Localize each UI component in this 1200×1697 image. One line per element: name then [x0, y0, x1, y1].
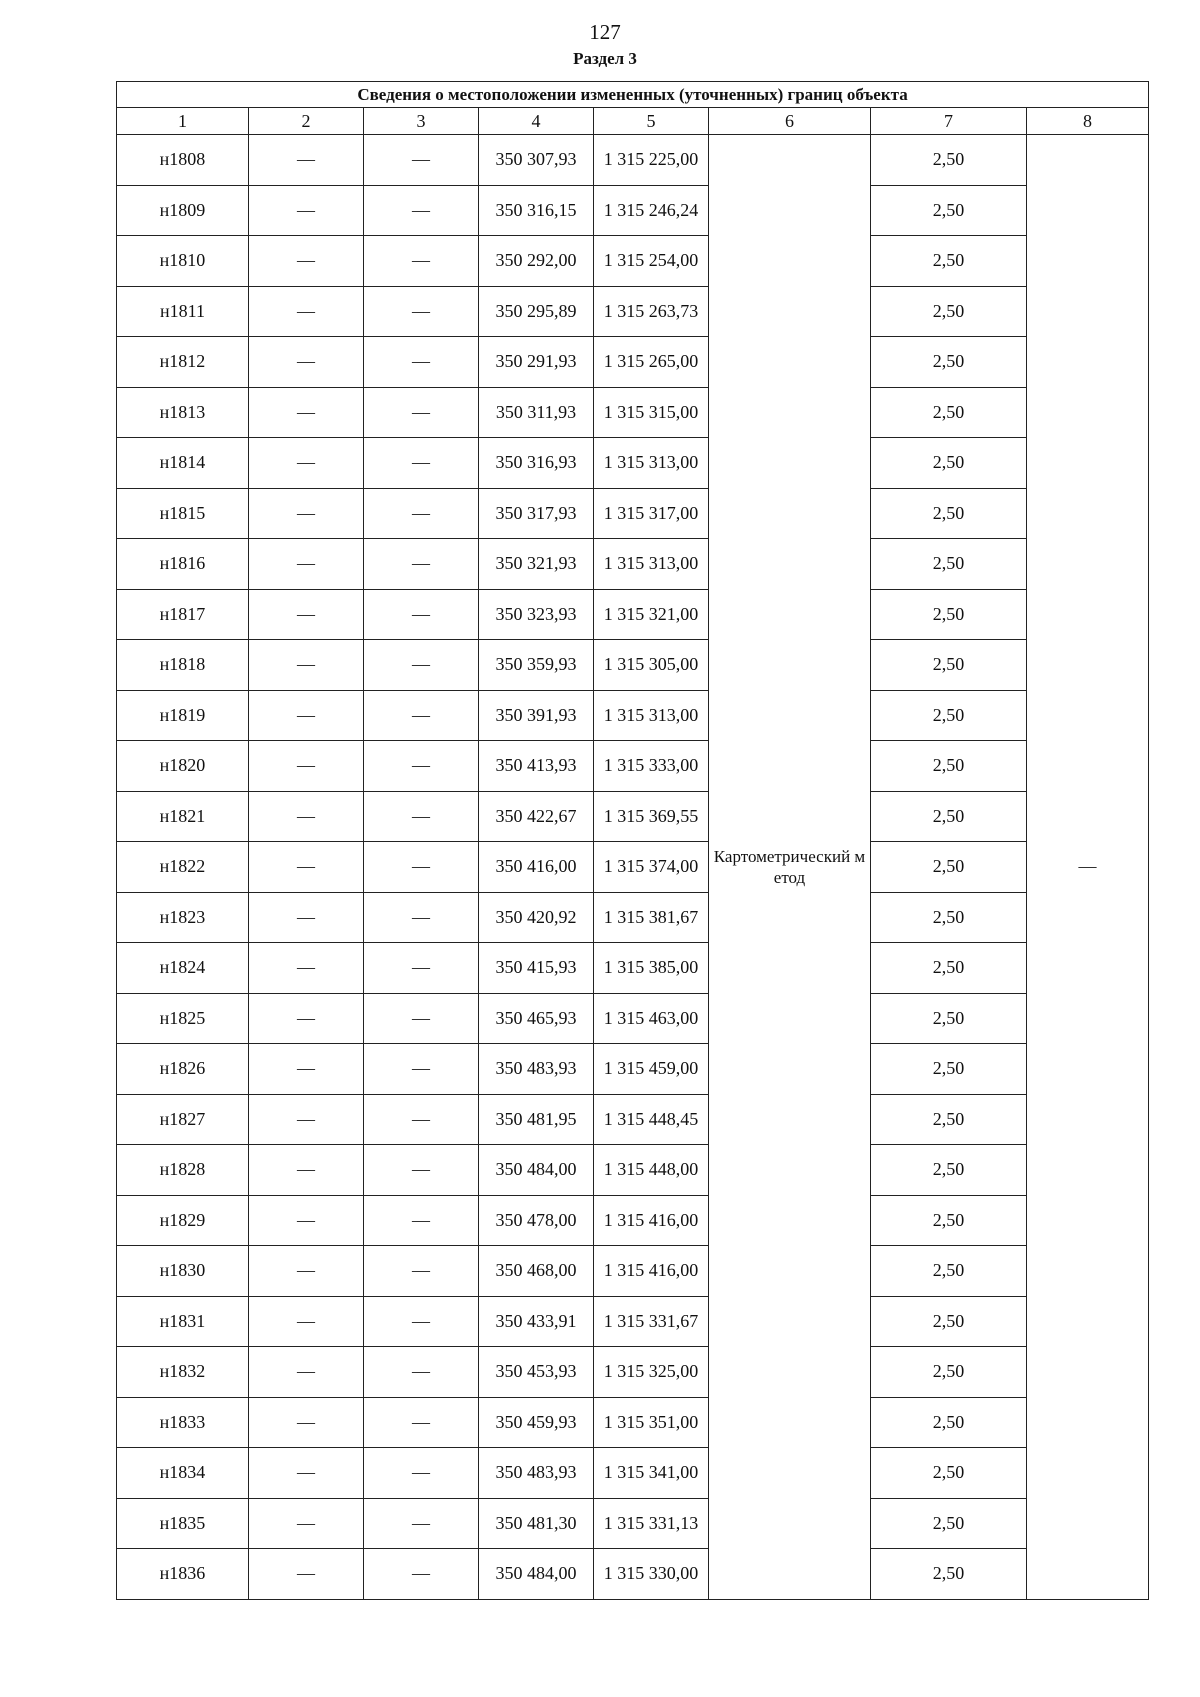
precision-cell: 2,50 [871, 943, 1027, 994]
precision-cell: 2,50 [871, 337, 1027, 388]
point-number-cell: н1819 [117, 690, 249, 741]
table-row [117, 1044, 1149, 1095]
y-coordinate-cell: 1 315 341,00 [594, 1448, 709, 1499]
point-number-cell: н1813 [117, 387, 249, 438]
x-coordinate-cell: 350 316,93 [479, 438, 594, 489]
table-body [117, 135, 1149, 1600]
x-coordinate-cell: 350 323,93 [479, 589, 594, 640]
column-3-cell: — [364, 1448, 479, 1499]
column-2-cell: — [249, 690, 364, 741]
column-3-cell: — [364, 993, 479, 1044]
column-2-cell: — [249, 1195, 364, 1246]
x-coordinate-cell: 350 422,67 [479, 791, 594, 842]
precision-cell: 2,50 [871, 1145, 1027, 1196]
x-coordinate-cell: 350 359,93 [479, 640, 594, 691]
x-coordinate-cell: 350 478,00 [479, 1195, 594, 1246]
column-3-cell: — [364, 842, 479, 893]
y-coordinate-cell: 1 315 331,13 [594, 1498, 709, 1549]
y-coordinate-cell: 1 315 351,00 [594, 1397, 709, 1448]
column-3-cell: — [364, 791, 479, 842]
point-number-cell: н1825 [117, 993, 249, 1044]
precision-cell: 2,50 [871, 791, 1027, 842]
column-3-cell: — [364, 1246, 479, 1297]
column-3-cell: — [364, 1195, 479, 1246]
column-header: 7 [871, 108, 1027, 135]
column-2-cell: — [249, 539, 364, 590]
table-row [117, 135, 1149, 186]
table-row [117, 741, 1149, 792]
precision-cell: 2,50 [871, 993, 1027, 1044]
y-coordinate-cell: 1 315 381,67 [594, 892, 709, 943]
column-header: 2 [249, 108, 364, 135]
x-coordinate-cell: 350 416,00 [479, 842, 594, 893]
point-number-cell: н1829 [117, 1195, 249, 1246]
y-coordinate-cell: 1 315 369,55 [594, 791, 709, 842]
y-coordinate-cell: 1 315 321,00 [594, 589, 709, 640]
precision-cell: 2,50 [871, 690, 1027, 741]
column-2-cell: — [249, 741, 364, 792]
column-3-cell: — [364, 741, 479, 792]
x-coordinate-cell: 350 292,00 [479, 236, 594, 287]
column-2-cell: — [249, 1448, 364, 1499]
x-coordinate-cell: 350 481,95 [479, 1094, 594, 1145]
precision-cell: 2,50 [871, 1397, 1027, 1448]
column-3-cell: — [364, 539, 479, 590]
point-number-cell: н1820 [117, 741, 249, 792]
column-8-cell: — [1027, 135, 1149, 1600]
column-2-cell: — [249, 1145, 364, 1196]
y-coordinate-cell: 1 315 313,00 [594, 539, 709, 590]
column-header: 6 [709, 108, 871, 135]
y-coordinate-cell: 1 315 416,00 [594, 1246, 709, 1297]
precision-cell: 2,50 [871, 1498, 1027, 1549]
column-3-cell: — [364, 1347, 479, 1398]
y-coordinate-cell: 1 315 330,00 [594, 1549, 709, 1600]
column-3-cell: — [364, 1397, 479, 1448]
y-coordinate-cell: 1 315 459,00 [594, 1044, 709, 1095]
column-2-cell: — [249, 640, 364, 691]
precision-cell: 2,50 [871, 185, 1027, 236]
table-row [117, 539, 1149, 590]
table-row [117, 1195, 1149, 1246]
point-number-cell: н1821 [117, 791, 249, 842]
column-3-cell: — [364, 640, 479, 691]
point-number-cell: н1811 [117, 286, 249, 337]
precision-cell: 2,50 [871, 1448, 1027, 1499]
table-row [117, 488, 1149, 539]
column-3-cell: — [364, 135, 479, 186]
table-row [117, 1397, 1149, 1448]
x-coordinate-cell: 350 483,93 [479, 1448, 594, 1499]
x-coordinate-cell: 350 295,89 [479, 286, 594, 337]
column-2-cell: — [249, 892, 364, 943]
column-3-cell: — [364, 943, 479, 994]
precision-cell: 2,50 [871, 1347, 1027, 1398]
column-2-cell: — [249, 791, 364, 842]
column-2-cell: — [249, 1044, 364, 1095]
column-2-cell: — [249, 943, 364, 994]
table-row [117, 791, 1149, 842]
x-coordinate-cell: 350 420,92 [479, 892, 594, 943]
column-2-cell: — [249, 589, 364, 640]
column-2-cell: — [249, 1347, 364, 1398]
column-2-cell: — [249, 1094, 364, 1145]
point-number-cell: н1830 [117, 1246, 249, 1297]
x-coordinate-cell: 350 413,93 [479, 741, 594, 792]
table-row [117, 1094, 1149, 1145]
column-2-cell: — [249, 1397, 364, 1448]
x-coordinate-cell: 350 465,93 [479, 993, 594, 1044]
precision-cell: 2,50 [871, 1044, 1027, 1095]
precision-cell: 2,50 [871, 640, 1027, 691]
point-number-cell: н1833 [117, 1397, 249, 1448]
precision-cell: 2,50 [871, 236, 1027, 287]
column-header: 3 [364, 108, 479, 135]
determination-method-cell: Картометрический метод [709, 135, 871, 1600]
point-number-cell: н1818 [117, 640, 249, 691]
table-row [117, 1549, 1149, 1600]
column-3-cell: — [364, 589, 479, 640]
y-coordinate-cell: 1 315 317,00 [594, 488, 709, 539]
column-3-cell: — [364, 1498, 479, 1549]
column-3-cell: — [364, 337, 479, 388]
point-number-cell: н1812 [117, 337, 249, 388]
point-number-cell: н1828 [117, 1145, 249, 1196]
column-2-cell: — [249, 1498, 364, 1549]
x-coordinate-cell: 350 481,30 [479, 1498, 594, 1549]
column-2-cell: — [249, 993, 364, 1044]
column-3-cell: — [364, 286, 479, 337]
table-row [117, 337, 1149, 388]
point-number-cell: н1836 [117, 1549, 249, 1600]
y-coordinate-cell: 1 315 463,00 [594, 993, 709, 1044]
y-coordinate-cell: 1 315 385,00 [594, 943, 709, 994]
table-row [117, 438, 1149, 489]
column-2-cell: — [249, 1246, 364, 1297]
y-coordinate-cell: 1 315 265,00 [594, 337, 709, 388]
y-coordinate-cell: 1 315 333,00 [594, 741, 709, 792]
y-coordinate-cell: 1 315 313,00 [594, 690, 709, 741]
boundary-coordinates-table [116, 81, 1149, 1600]
column-3-cell: — [364, 185, 479, 236]
point-number-cell: н1824 [117, 943, 249, 994]
point-number-cell: н1826 [117, 1044, 249, 1095]
table-row [117, 236, 1149, 287]
section-title: Раздел 3 [573, 49, 637, 68]
precision-cell: 2,50 [871, 1296, 1027, 1347]
precision-cell: 2,50 [871, 741, 1027, 792]
point-number-cell: н1809 [117, 185, 249, 236]
column-2-cell: — [249, 488, 364, 539]
table-caption: Сведения о местоположении измененных (уточненных) границ объекта [117, 82, 1149, 108]
y-coordinate-cell: 1 315 416,00 [594, 1195, 709, 1246]
y-coordinate-cell: 1 315 225,00 [594, 135, 709, 186]
y-coordinate-cell: 1 315 448,45 [594, 1094, 709, 1145]
point-number-cell: н1810 [117, 236, 249, 287]
x-coordinate-cell: 350 484,00 [479, 1549, 594, 1600]
table-row [117, 943, 1149, 994]
column-2-cell: — [249, 236, 364, 287]
point-number-cell: н1823 [117, 892, 249, 943]
x-coordinate-cell: 350 291,93 [479, 337, 594, 388]
y-coordinate-cell: 1 315 246,24 [594, 185, 709, 236]
x-coordinate-cell: 350 317,93 [479, 488, 594, 539]
x-coordinate-cell: 350 459,93 [479, 1397, 594, 1448]
column-2-cell: — [249, 438, 364, 489]
table-row [117, 1145, 1149, 1196]
x-coordinate-cell: 350 307,93 [479, 135, 594, 186]
column-2-cell: — [249, 286, 364, 337]
column-header: 1 [117, 108, 249, 135]
column-header-row [117, 108, 1149, 135]
y-coordinate-cell: 1 315 254,00 [594, 236, 709, 287]
table-row [117, 1498, 1149, 1549]
y-coordinate-cell: 1 315 313,00 [594, 438, 709, 489]
precision-cell: 2,50 [871, 842, 1027, 893]
column-2-cell: — [249, 842, 364, 893]
y-coordinate-cell: 1 315 331,67 [594, 1296, 709, 1347]
x-coordinate-cell: 350 311,93 [479, 387, 594, 438]
page-number: 127 [589, 20, 621, 44]
x-coordinate-cell: 350 433,91 [479, 1296, 594, 1347]
y-coordinate-cell: 1 315 263,73 [594, 286, 709, 337]
column-3-cell: — [364, 892, 479, 943]
table-row [117, 1347, 1149, 1398]
table-row [117, 286, 1149, 337]
column-2-cell: — [249, 337, 364, 388]
point-number-cell: н1834 [117, 1448, 249, 1499]
table-row [117, 387, 1149, 438]
x-coordinate-cell: 350 391,93 [479, 690, 594, 741]
y-coordinate-cell: 1 315 315,00 [594, 387, 709, 438]
table-row [117, 892, 1149, 943]
point-number-cell: н1808 [117, 135, 249, 186]
column-3-cell: — [364, 1145, 479, 1196]
column-3-cell: — [364, 387, 479, 438]
point-number-cell: н1817 [117, 589, 249, 640]
precision-cell: 2,50 [871, 135, 1027, 186]
table-row [117, 842, 1149, 893]
point-number-cell: н1814 [117, 438, 249, 489]
column-2-cell: — [249, 1549, 364, 1600]
column-3-cell: — [364, 488, 479, 539]
precision-cell: 2,50 [871, 892, 1027, 943]
point-number-cell: н1835 [117, 1498, 249, 1549]
x-coordinate-cell: 350 483,93 [479, 1044, 594, 1095]
table-row [117, 690, 1149, 741]
x-coordinate-cell: 350 316,15 [479, 185, 594, 236]
column-header: 8 [1027, 108, 1149, 135]
y-coordinate-cell: 1 315 305,00 [594, 640, 709, 691]
precision-cell: 2,50 [871, 1246, 1027, 1297]
point-number-cell: н1816 [117, 539, 249, 590]
column-2-cell: — [249, 1296, 364, 1347]
precision-cell: 2,50 [871, 488, 1027, 539]
column-3-cell: — [364, 690, 479, 741]
column-header: 4 [479, 108, 594, 135]
point-number-cell: н1822 [117, 842, 249, 893]
precision-cell: 2,50 [871, 1094, 1027, 1145]
table-row [117, 640, 1149, 691]
precision-cell: 2,50 [871, 1549, 1027, 1600]
column-3-cell: — [364, 438, 479, 489]
x-coordinate-cell: 350 468,00 [479, 1246, 594, 1297]
column-3-cell: — [364, 1094, 479, 1145]
precision-cell: 2,50 [871, 539, 1027, 590]
column-3-cell: — [364, 236, 479, 287]
column-2-cell: — [249, 135, 364, 186]
x-coordinate-cell: 350 484,00 [479, 1145, 594, 1196]
table-row [117, 993, 1149, 1044]
x-coordinate-cell: 350 453,93 [479, 1347, 594, 1398]
table-row [117, 1448, 1149, 1499]
column-header: 5 [594, 108, 709, 135]
precision-cell: 2,50 [871, 286, 1027, 337]
table-row [117, 185, 1149, 236]
table-row [117, 589, 1149, 640]
x-coordinate-cell: 350 321,93 [479, 539, 594, 590]
table-row [117, 1246, 1149, 1297]
x-coordinate-cell: 350 415,93 [479, 943, 594, 994]
y-coordinate-cell: 1 315 448,00 [594, 1145, 709, 1196]
y-coordinate-cell: 1 315 374,00 [594, 842, 709, 893]
point-number-cell: н1827 [117, 1094, 249, 1145]
precision-cell: 2,50 [871, 438, 1027, 489]
column-2-cell: — [249, 185, 364, 236]
column-3-cell: — [364, 1296, 479, 1347]
column-3-cell: — [364, 1044, 479, 1095]
column-2-cell: — [249, 387, 364, 438]
point-number-cell: н1832 [117, 1347, 249, 1398]
y-coordinate-cell: 1 315 325,00 [594, 1347, 709, 1398]
precision-cell: 2,50 [871, 1195, 1027, 1246]
precision-cell: 2,50 [871, 387, 1027, 438]
point-number-cell: н1815 [117, 488, 249, 539]
precision-cell: 2,50 [871, 589, 1027, 640]
column-3-cell: — [364, 1549, 479, 1600]
point-number-cell: н1831 [117, 1296, 249, 1347]
table-row [117, 1296, 1149, 1347]
